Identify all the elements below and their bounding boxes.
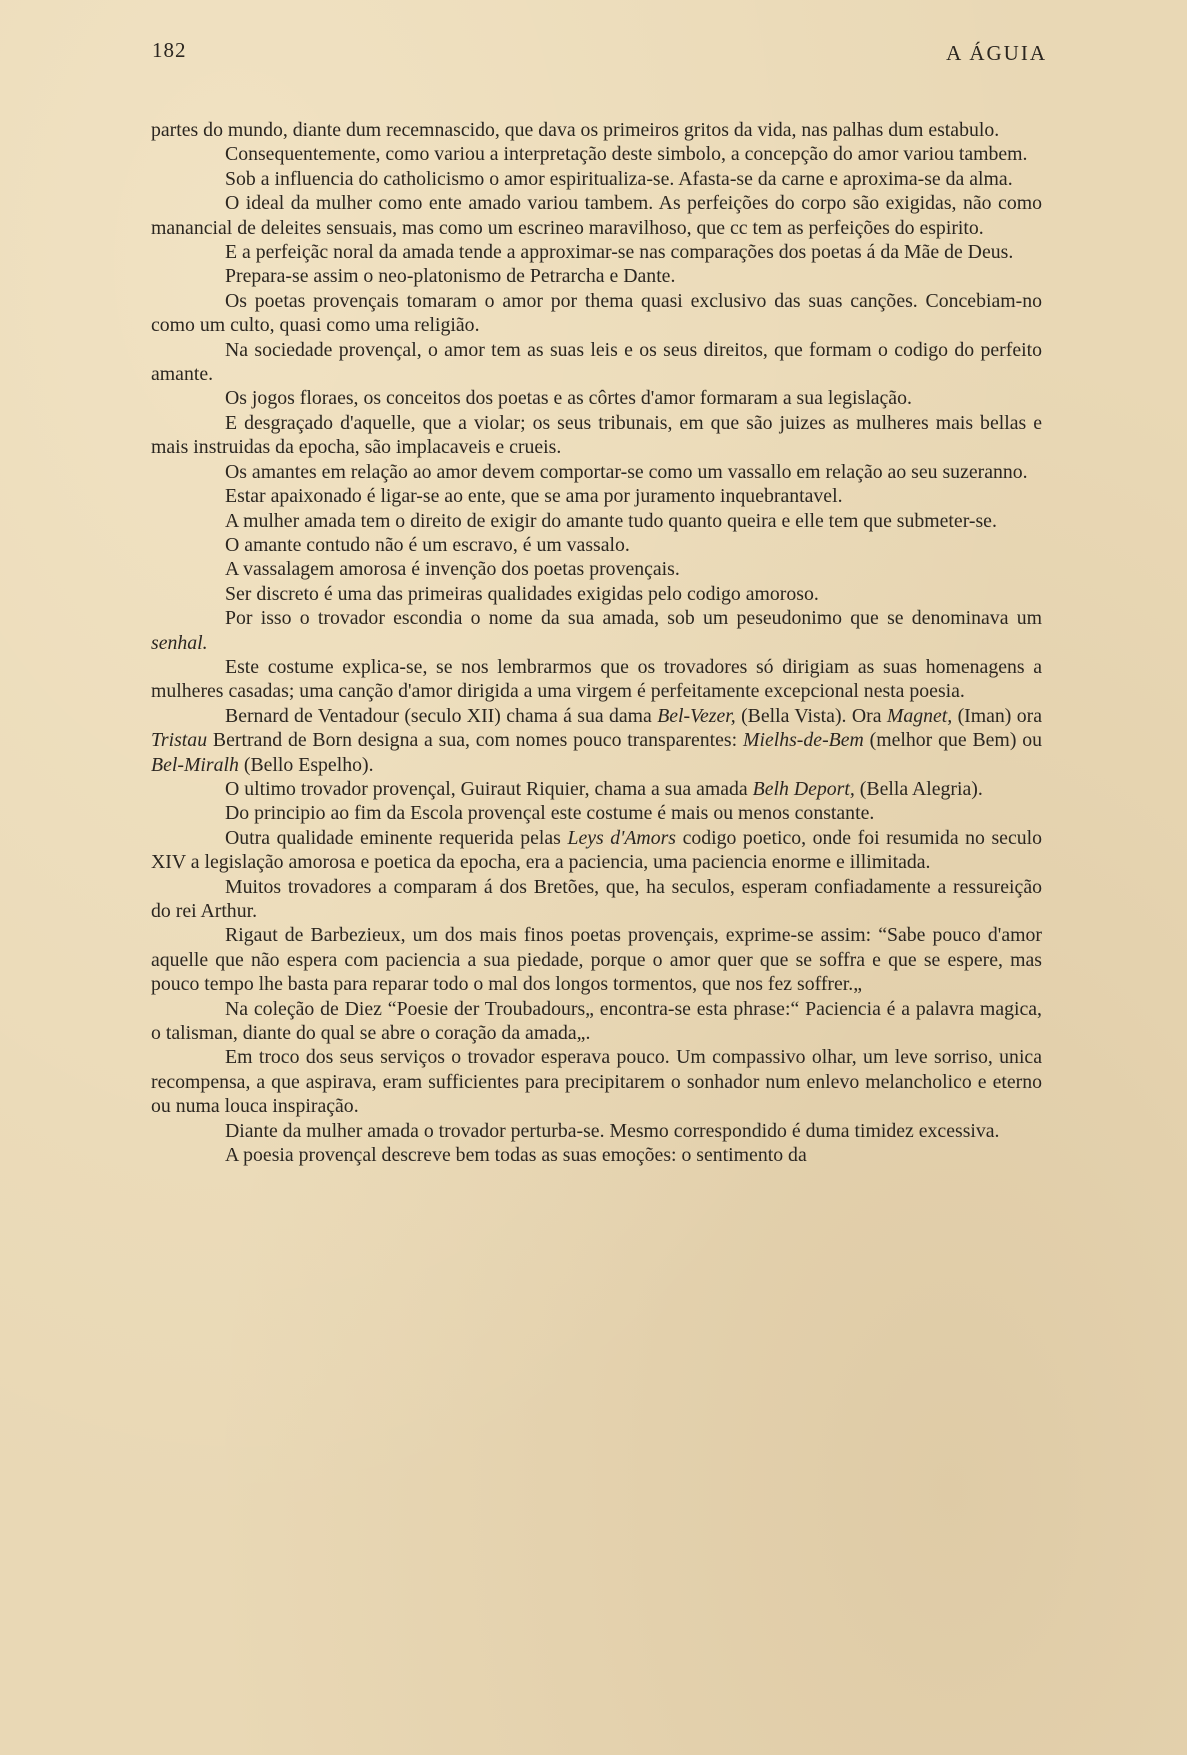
paragraph: A poesia provençal descreve bem todas as suas emoções: o sentimento da — [225, 1144, 807, 1167]
text-run: (Bella Alegria). — [859, 777, 983, 800]
page-number: 182 — [152, 38, 187, 62]
paragraph: Rigaut de Barbezieux, um dos mais finos poetas provençais, exprime-se assim: “Sabe pouco d'amor aquelle que não espera com paciencia a sua piedade, porque o amor quer que se soffra e que se espere, mas pouco tempo lhe basta para reparar todo o mal dos longos tormentos, que nos fez soffrer.„ — [151, 924, 1042, 996]
paragraph: Muitos trovadores a comparam á dos Bretões, que, ha seculos, esperam confiadamente a ressureição do rei Arthur. — [151, 875, 1042, 922]
text-run: O ultimo trovador provençal, Guiraut Riquier, chama a sua amada — [225, 777, 748, 800]
paragraph: Na sociedade provençal, o amor tem as suas leis e os seus direitos, que formam o codigo do perfeito amante. — [151, 338, 1042, 386]
paragraph: Em troco dos seus serviços o trovador esperava pouco. Um compassivo olhar, um leve sorriso, unica recompensa, a que aspirava, eram sufficientes para precipitarem o sonhador num enlevo melancholico e eterno ou numa louca inspiração. — [151, 1046, 1042, 1118]
paragraph — [151, 704, 1042, 777]
paragraph: Os jogos floraes, os conceitos dos poetas e as côrtes d'amor formaram a sua legislação. — [225, 387, 912, 410]
paragraph: Na coleção de Diez “Poesie der Troubadours„ encontra-se esta phrase:“ Paciencia é a palavra magica, o talisman, diante do qual se abre o coração da amada„. — [151, 997, 1042, 1045]
text-run: Outra qualidade eminente requerida pelas — [225, 826, 561, 849]
paragraph: Sob a influencia do catholicismo o amor espiritualiza-se. Afasta-se da carne e aproxima-se da alma. — [225, 167, 1013, 190]
paragraph: Do principio ao fim da Escola provençal este costume é mais ou menos constante. — [225, 802, 875, 825]
body-text — [151, 118, 1042, 1167]
text-run: Por isso o trovador escondia o nome da sua amada, sob um peseudonimo que se denominava um — [225, 607, 1042, 630]
running-title: A ÁGUIA — [946, 41, 1047, 65]
text-run: Bernard de Ventadour (seculo XII) chama á sua dama — [225, 704, 652, 727]
italic-term: Bel-Vezer, — [657, 704, 736, 727]
paragraph: O amante contudo não é um escravo, é um vassalo. — [225, 533, 630, 556]
text-run: (Iman) ora — [957, 704, 1042, 727]
text-run: (Bello Espelho). — [243, 753, 374, 776]
text-run: (Bella Vista). Ora — [741, 704, 882, 727]
italic-term: senhal. — [151, 631, 208, 654]
paragraph: E desgraçado d'aquelle, que a violar; os seus tribunais, em que são juizes as mulheres mais bellas e mais instruidas da epocha, são implacaveis e crueis. — [151, 411, 1042, 459]
italic-term: Bel-Miralh — [151, 753, 239, 776]
paragraph: Prepara-se assim o neo-platonismo de Petrarcha e Dante. — [225, 265, 676, 288]
italic-term: Magnet, — [886, 704, 953, 727]
paragraph: A mulher amada tem o direito de exigir do amante tudo quanto queira e elle tem que submeter-se. — [225, 509, 997, 532]
paragraph — [151, 826, 1042, 875]
paragraph: Os poetas provençais tomaram o amor por thema quasi exclusivo das suas canções. Concebiam-no como um culto, quasi como uma religião. — [151, 289, 1042, 337]
paragraph: Estar apaixonado é ligar-se ao ente, que se ama por juramento inquebrantavel. — [225, 485, 843, 508]
paragraph: E a perfeiçãc noral da amada tende a approximar-se nas comparações dos poetas á da Mãe de Deus. — [225, 241, 1014, 264]
paragraph — [151, 777, 1042, 801]
page-header — [152, 38, 1047, 78]
italic-term: Mielhs-de-Bem — [742, 729, 864, 752]
paragraph: Este costume explica-se, se nos lembrarmos que os trovadores só dirigiam as suas homenagens a mulheres casadas; uma canção d'amor dirigida a uma virgem é perfeitamente excepcional nesta poesia. — [151, 655, 1042, 703]
paragraph: partes do mundo, diante dum recemnascido, que dava os primeiros gritos da vida, nas palhas dum estabulo. — [151, 119, 1000, 141]
paragraph: Consequentemente, como variou a interpretação deste simbolo, a concepção do amor variou tambem. — [225, 143, 1028, 166]
paragraph: Ser discreto é uma das primeiras qualidades exigidas pelo codigo amoroso. — [225, 582, 819, 605]
text-run: (melhor que Bem) ou — [869, 729, 1043, 752]
paragraph: O ideal da mulher como ente amado variou tambem. As perfeições do corpo são exigidas, não como manancial de deleites sensuais, mas como um escrineo maravilhoso, que cc tem as perfeições do espirito. — [151, 192, 1042, 239]
paragraph — [151, 606, 1042, 655]
paragraph: A vassalagem amorosa é invenção dos poetas provençais. — [225, 558, 680, 581]
paragraph: Os amantes em relação ao amor devem comportar-se como um vassallo em relação ao seu suzeranno. — [225, 460, 1028, 483]
italic-term: Leys d'Amors — [567, 826, 677, 849]
italic-term: Tristau — [151, 729, 208, 752]
text-run: codigo poetico, onde foi resumida no seculo XIV a legislação amorosa e poetica da epocha, era a paciencia, uma paciencia enorme e illimitada. — [151, 826, 1043, 874]
paragraph: Diante da mulher amada o trovador perturba-se. Mesmo correspondido é duma timidez excessiva. — [225, 1119, 1000, 1142]
text-run: Bertrand de Born designa a sua, com nomes pouco transparentes: — [212, 729, 738, 752]
italic-term: Belh Deport, — [752, 777, 855, 800]
